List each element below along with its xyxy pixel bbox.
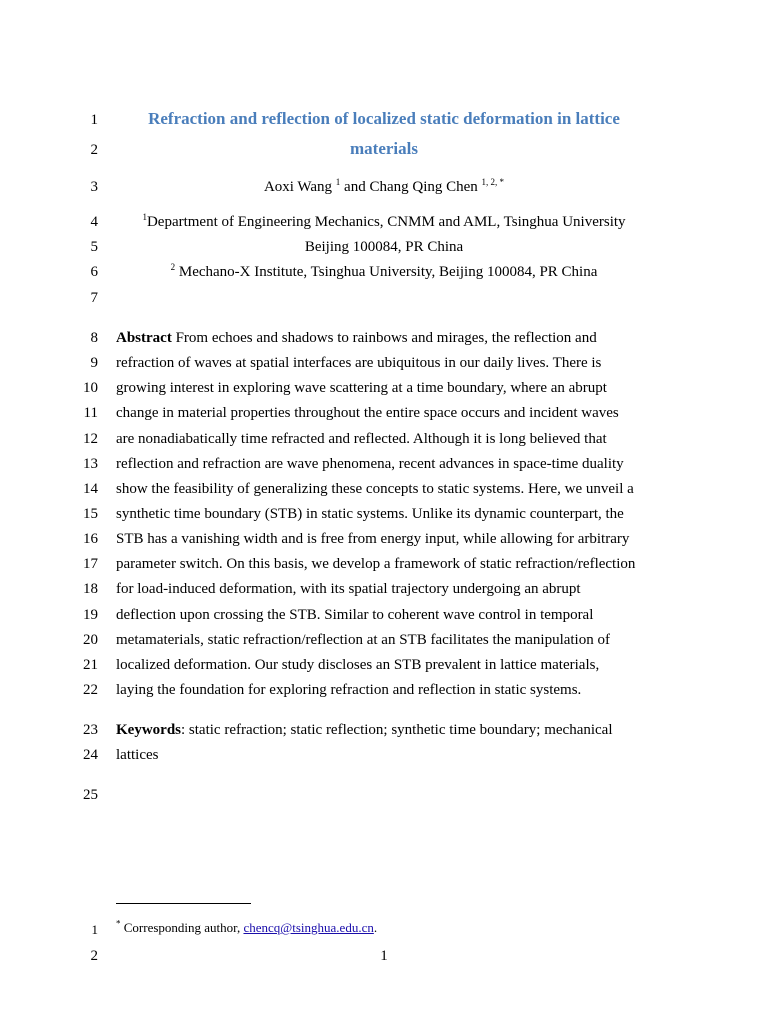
line-number: 18 (83, 581, 98, 597)
line-number: 3 (90, 179, 98, 195)
abstract-line: reflection and refraction are wave phenomena, recent advances in space-time duality (116, 456, 624, 472)
line-number: 1 (90, 112, 98, 128)
line-number: 25 (83, 787, 98, 803)
keywords-line (116, 720, 613, 740)
abstract-line: localized deformation. Our study discloses an STB prevalent in lattice materials, (116, 657, 600, 673)
keywords-line: lattices (116, 747, 159, 763)
line-number: 12 (83, 431, 98, 447)
line-number: 17 (83, 556, 98, 572)
affiliation-1-line-2: Beijing 100084, PR China (304, 239, 464, 255)
abstract-line: change in material properties throughout the entire space occurs and incident waves (116, 405, 619, 421)
line-number: 8 (90, 330, 98, 346)
affiliation-marker: 1, 2, * (481, 177, 505, 187)
footnote (116, 919, 377, 937)
affiliation-text: Department of Engineering Mechanics, CNMM and AML, Tsinghua University (146, 214, 626, 230)
line-number: 24 (83, 747, 98, 763)
affiliation-marker: 2 (170, 262, 176, 272)
line-number: 21 (83, 657, 98, 673)
corresponding-email-link[interactable]: chencq@tsinghua.edu.cn (243, 920, 374, 935)
abstract-line: growing interest in exploring wave scattering at a time boundary, where an abrupt (116, 380, 607, 396)
page-number: 1 (380, 948, 388, 964)
abstract-line: for load-induced deformation, with its spatial trajectory undergoing an abrupt (116, 581, 581, 597)
affiliation-marker: 1 (142, 212, 147, 222)
line-number: 5 (90, 239, 98, 255)
keywords-label: Keywords (116, 722, 181, 738)
line-number: 16 (83, 531, 98, 547)
author-name: Aoxi Wang (263, 179, 333, 195)
line-number: 2 (90, 948, 98, 964)
line-number: 13 (83, 456, 98, 472)
line-number: 20 (83, 632, 98, 648)
line-number: 1 (91, 922, 98, 937)
line-number: 23 (83, 722, 98, 738)
abstract-label: Abstract (116, 330, 172, 346)
keywords-text: : static refraction; static reflection; synthetic time boundary; mechanical (181, 722, 613, 738)
line-number: 9 (90, 355, 98, 371)
line-number: 4 (90, 214, 98, 230)
footnote-text: Corresponding author, (123, 920, 241, 935)
author-name: Chang Qing Chen (369, 179, 478, 195)
abstract-line: synthetic time boundary (STB) in static systems. Unlike its dynamic counterpart, the (116, 506, 624, 522)
affiliation-1 (116, 212, 652, 232)
author-conjunction: and (344, 179, 366, 195)
affiliation-2 (116, 262, 652, 282)
line-number: 10 (83, 380, 98, 396)
abstract-text: From echoes and shadows to rainbows and mirages, the reflection and (175, 330, 597, 346)
abstract-line: laying the foundation for exploring refraction and reflection in static systems. (116, 682, 582, 698)
line-number: 19 (83, 607, 98, 623)
line-number: 14 (83, 481, 98, 497)
paper-title-line-2: materials (350, 139, 418, 158)
line-number: 11 (83, 405, 98, 421)
abstract-line: deflection upon crossing the STB. Similar to coherent wave control in temporal (116, 607, 594, 623)
affiliation-marker: 1 (335, 177, 341, 187)
abstract-line: show the feasibility of generalizing these concepts to static systems. Here, we unveil a (116, 481, 634, 497)
abstract-line: are nonadiabatically time refracted and reflected. Although it is long believed that (116, 431, 607, 447)
affiliation-text: Mechano-X Institute, Tsinghua University, Beijing 100084, PR China (178, 264, 598, 280)
footnote-marker: * (116, 918, 121, 929)
paper-title-line-1: Refraction and reflection of localized static deformation in lattice (148, 109, 620, 128)
abstract-line: STB has a vanishing width and is free from energy input, while allowing for arbitrary (116, 531, 630, 547)
line-number: 15 (83, 506, 98, 522)
abstract-line: refraction of waves at spatial interfaces are ubiquitous in our daily lives. There is (116, 355, 602, 371)
line-number: 22 (83, 682, 98, 698)
abstract-line: metamaterials, static refraction/reflection at an STB facilitates the manipulation of (116, 632, 610, 648)
footnote-period: . (373, 920, 378, 935)
abstract-line: parameter switch. On this basis, we develop a framework of static refraction/reflection (116, 556, 636, 572)
author-list (116, 177, 652, 197)
line-number: 7 (90, 290, 98, 306)
line-number: 6 (90, 264, 98, 280)
line-number: 2 (90, 142, 98, 158)
footnote-divider (116, 903, 251, 904)
abstract-line (116, 328, 597, 348)
